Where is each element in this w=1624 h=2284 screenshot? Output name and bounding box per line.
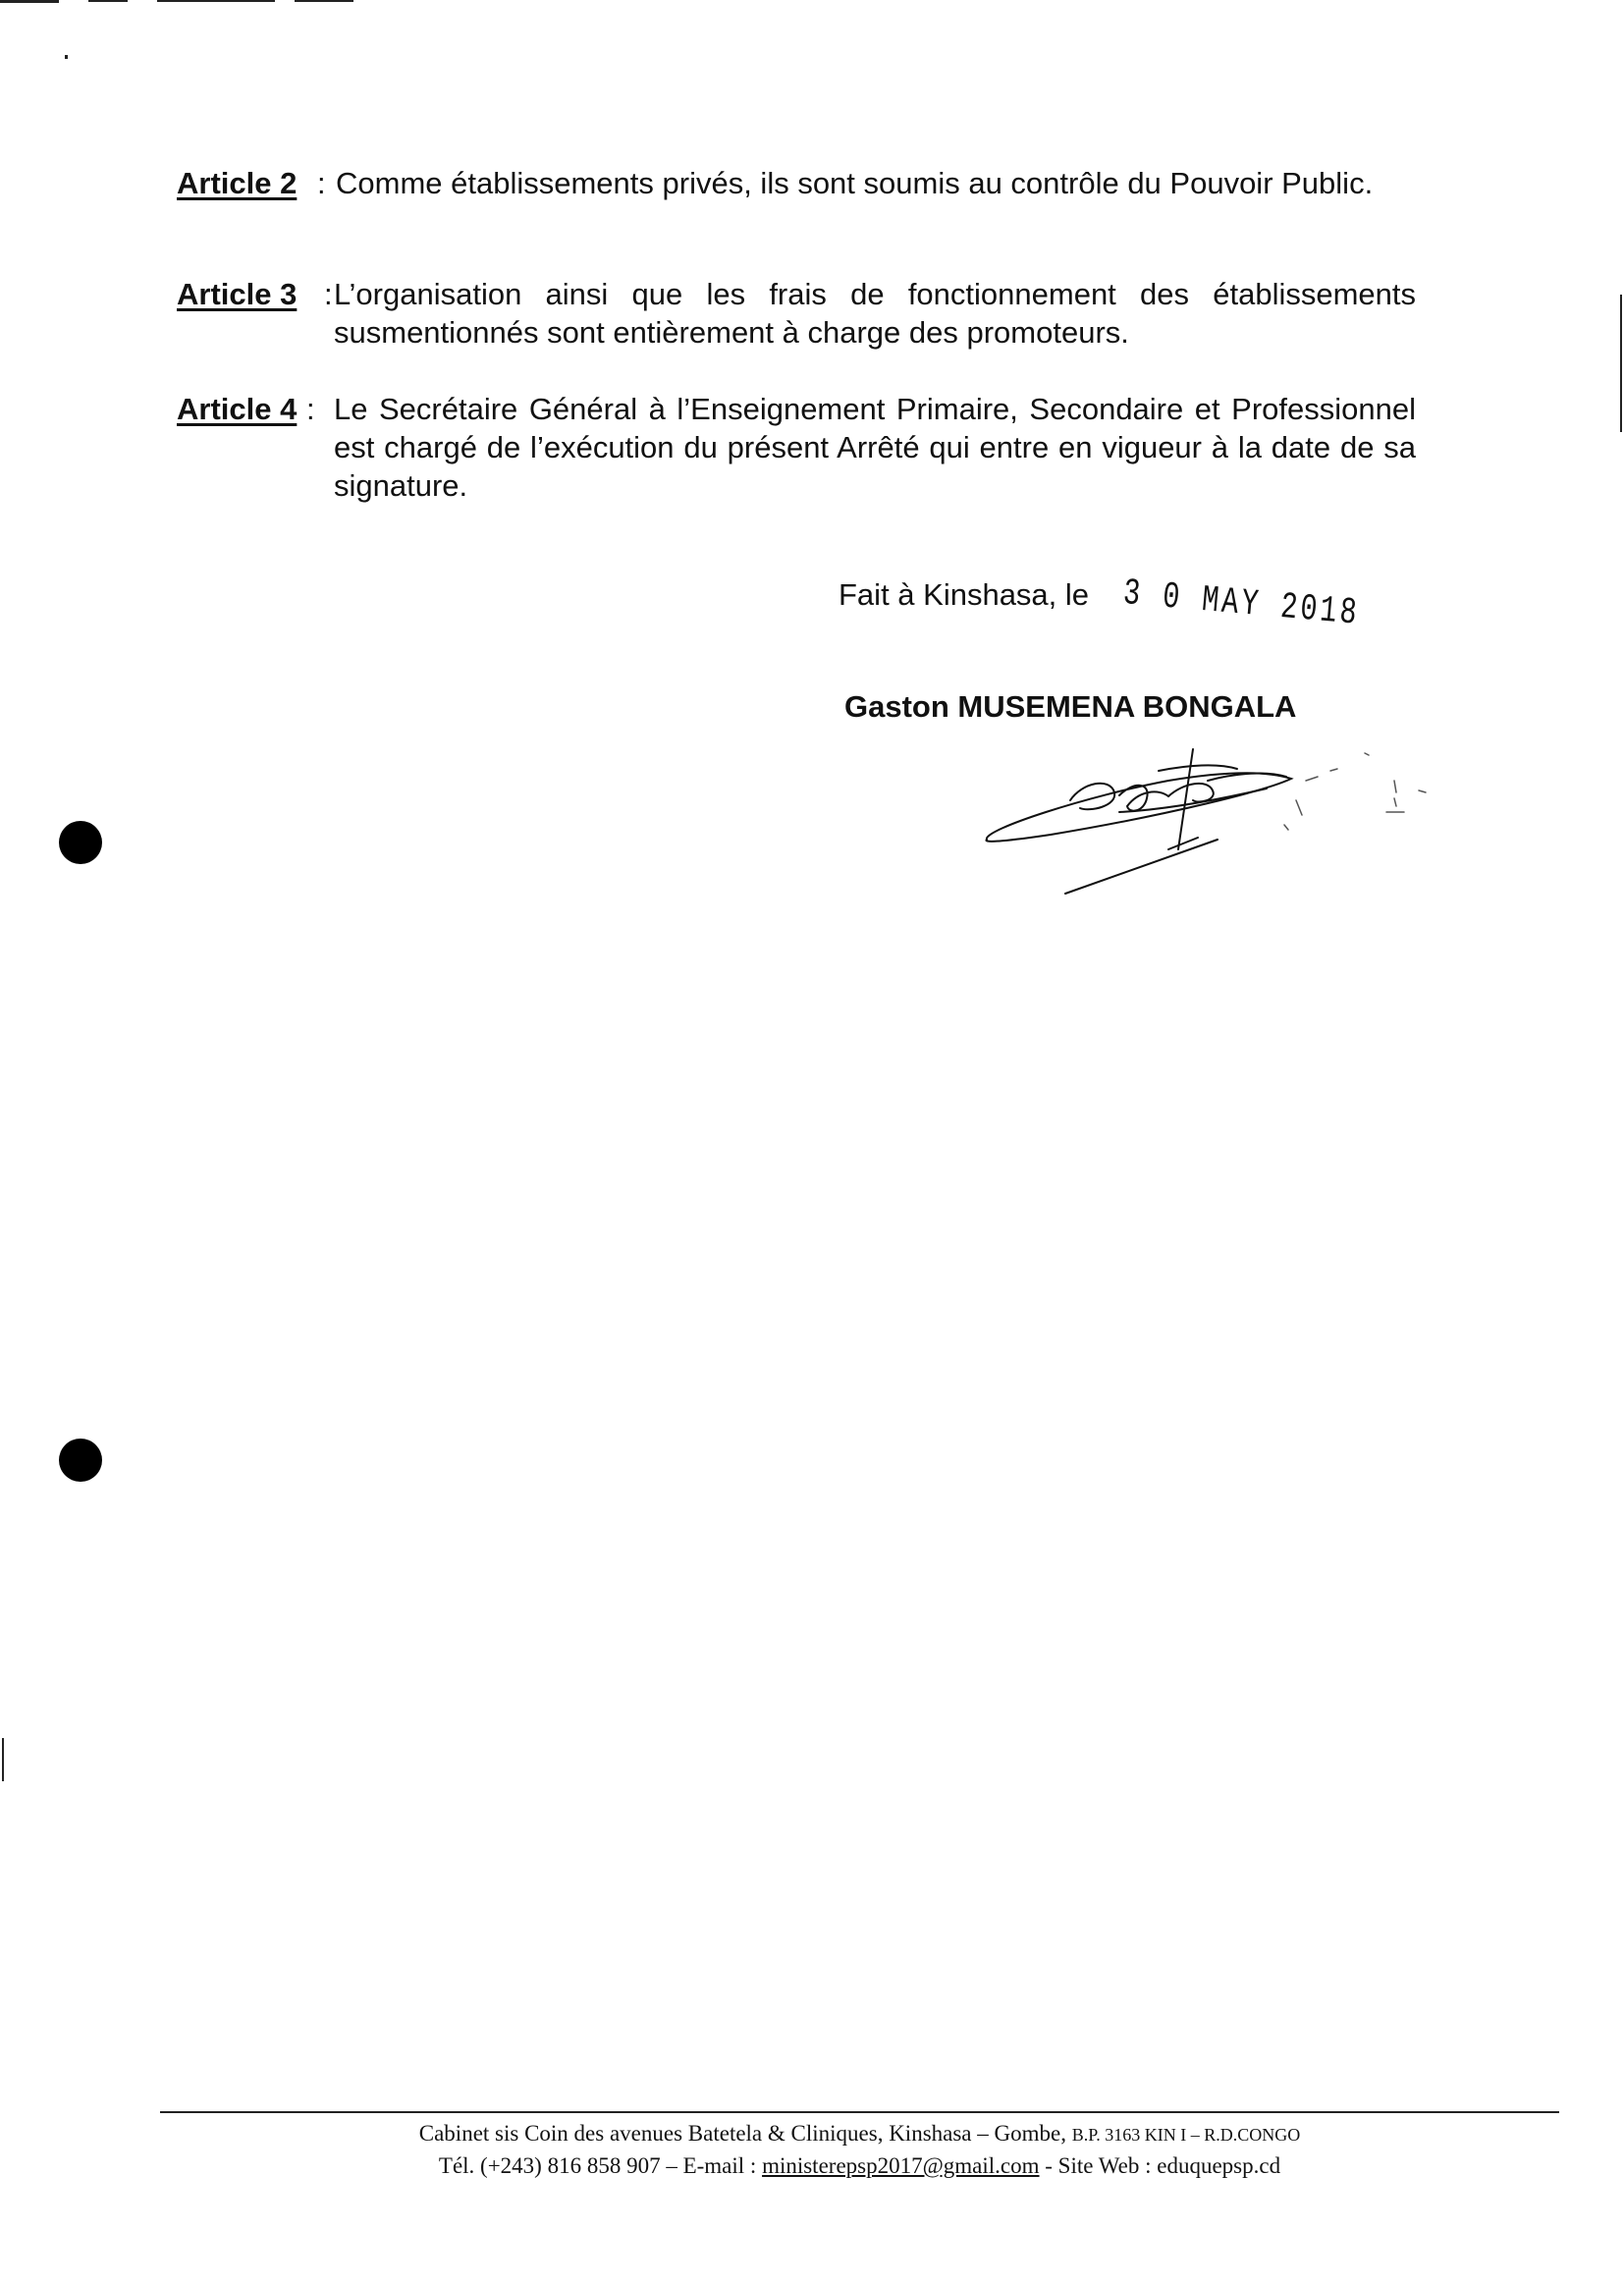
article-separator: : (324, 277, 333, 311)
punch-hole (59, 821, 102, 864)
article-4 (177, 390, 1424, 505)
footer-address: Cabinet sis Coin des avenues Batetela & Cliniques, Kinshasa – Gombe, (418, 2121, 1066, 2146)
place-date-line: Fait à Kinshasa, le (839, 577, 1090, 612)
scan-artifact (157, 0, 275, 2)
article-separator: : (317, 166, 326, 200)
scan-artifact (2, 1738, 4, 1781)
footer (160, 2118, 1559, 2181)
footer-email-link[interactable]: ministerepsp2017@gmail.com (762, 2153, 1040, 2178)
signature-image (972, 741, 1443, 908)
footer-postal-box: B.P. 3163 KIN I – R.D.CONGO (1071, 2125, 1301, 2145)
footer-phone: Tél. (+243) 816 858 907 – E-mail : (438, 2153, 757, 2178)
footer-address-line (160, 2118, 1559, 2150)
scan-artifact (88, 0, 128, 2)
scan-artifact (0, 0, 59, 3)
footer-website: - Site Web : eduquepsp.cd (1045, 2153, 1281, 2178)
article-label: Article 3 (177, 277, 298, 311)
signer-name: Gaston MUSEMENA BONGALA (844, 689, 1297, 724)
footer-rule (160, 2111, 1559, 2113)
article-text: L’organisation ainsi que les frais de fonctionnement des établissements susmentionnés sont entièrement à charge des promoteurs. (334, 277, 1416, 350)
date-stamp: 3 0 MAY 2018 (1121, 572, 1362, 635)
article-label: Article 4 (177, 392, 298, 426)
article-text: Comme établissements privés, ils sont soumis au contrôle du Pouvoir Public. (336, 166, 1374, 200)
article-separator: : (306, 392, 315, 426)
scan-artifact (1620, 295, 1622, 432)
scan-artifact (295, 0, 353, 2)
footer-contact-line (160, 2150, 1559, 2181)
punch-hole (59, 1439, 102, 1482)
scan-artifact (65, 55, 68, 59)
article-2 (177, 164, 1424, 202)
article-3 (177, 275, 1424, 352)
article-text: Le Secrétaire Général à l’Enseignement Primaire, Secondaire et Professionnel est chargé de l’exécution du présent Arrêté qui entre en vigueur à la date de sa signature. (334, 392, 1416, 503)
article-label: Article 2 (177, 166, 298, 200)
